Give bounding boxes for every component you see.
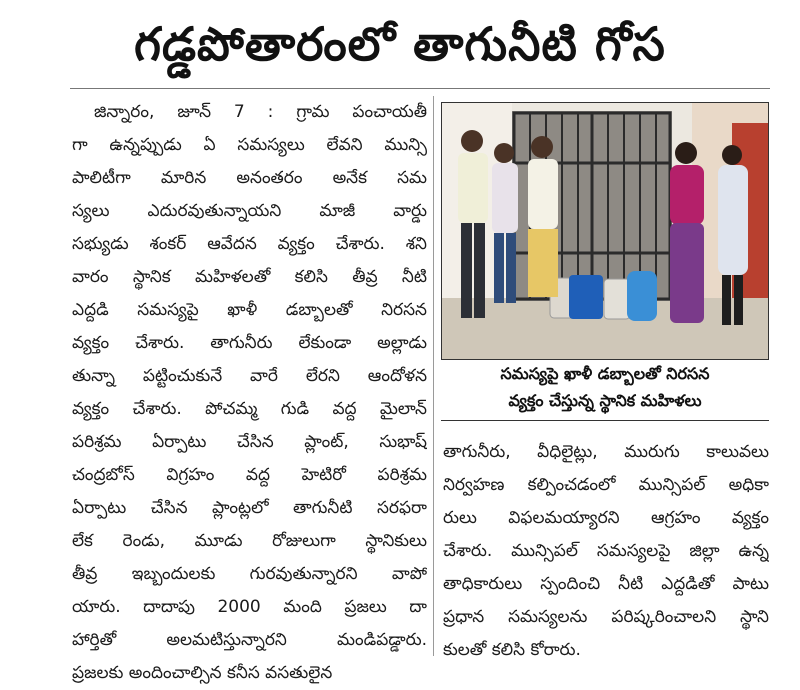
- caption-line-2: వ్యక్తం చేస్తున్న స్థానిక మహిళలు: [508, 391, 702, 410]
- page-title: గడ్డపోతారంలో తాగునీటి గోస: [134, 17, 666, 71]
- article-line: తీవ్ర ఇబ్బందులకు గురవుతున్నారని వాపో: [72, 564, 427, 584]
- article-line: పరిశ్రమ ఏర్పాటు చేసిన ప్లాంట్, సుభాష్: [72, 432, 427, 452]
- article-line: జిన్నారం, జూన్ 7 : గ్రామ పంచాయతీ: [94, 102, 427, 122]
- column-divider: [433, 96, 434, 656]
- article-line: ప్రధాన సమస్యలను పరిష్కరించాలని స్థాని: [443, 607, 769, 627]
- article-line: తున్నా పట్టించుకునే వారే లేరని ఆందోళన: [72, 366, 427, 386]
- article-column-right: [443, 436, 769, 667]
- article-line: వ్యక్తం చేశారు. తాగునీరు లేకుండా అల్లాడు: [72, 333, 427, 353]
- article-line: యారు. దాదాపు 2000 మంది ప్రజలు దా: [72, 597, 427, 617]
- article-line: హార్తితో అలమటిస్తున్నారని మండిపడ్డారు.: [72, 630, 427, 650]
- caption-line-1: సమస్యపై ఖాళీ డబ్బాలతో నిరసన: [500, 364, 710, 383]
- article-line: చంద్రబోస్ విగ్రహం వద్ద హెటిరో పరిశ్రమ: [72, 465, 427, 485]
- article-line: సభ్యుడు శంకర్ ఆవేదన వ్యక్తం చేశారు. శని: [72, 234, 427, 254]
- article-line: తాగునీరు, వీధిలైట్లు, మురుగు కాలువలు: [443, 442, 769, 462]
- article-line: రులు విఫలమయ్యారని ఆగ్రహం వ్యక్తం: [443, 508, 769, 528]
- article-line: గా ఉన్నప్పుడు ఏ సమస్యలు లేవని మున్సి: [72, 135, 427, 155]
- top-divider: [70, 88, 770, 89]
- article-line: లేక రెండు, మూడు రోజులుగా స్థానికులు: [72, 531, 427, 551]
- article-line: స్యలు ఎదురవుతున్నాయని మాజీ వార్డు: [72, 201, 427, 221]
- article-line: వ్యక్తం చేశారు. పోచమ్మ గుడి వద్ద మైలాన్: [72, 399, 427, 419]
- article-line: పాలిటీగా మారిన అనంతరం అనేక సమ: [72, 168, 427, 188]
- caption-divider: [441, 420, 769, 421]
- article-line: నిర్వహణ కల్పించడంలో మున్సిపల్ అధికా: [443, 475, 769, 495]
- article-line: ప్రజలకు అందించాల్సిన కనీస వసతులైన: [72, 663, 333, 683]
- article-line: చేశారు. మున్సిపల్ సమస్యలపై జిల్లా ఉన్న: [443, 541, 769, 561]
- article-line: వారం స్థానిక మహిళలతో కలిసి తీవ్ర నీటి: [72, 267, 427, 287]
- article-column-left: [72, 96, 427, 690]
- article-line: తాధికారులు స్పందించి నీటి ఎద్దడితో పాటు: [443, 574, 769, 594]
- photo-caption: [441, 360, 769, 414]
- article-line: ఏర్పాటు చేసిన ప్లాంట్లలో తాగునీటి సరఫరా: [72, 498, 427, 518]
- article-line: కులతో కలిసి కోరారు.: [443, 640, 581, 660]
- protest-photo-illustration: [442, 103, 768, 359]
- article-line: ఎద్దడి సమస్యపై ఖాళీ డబ్బాలతో నిరసన: [72, 300, 427, 320]
- news-photo: [441, 102, 769, 360]
